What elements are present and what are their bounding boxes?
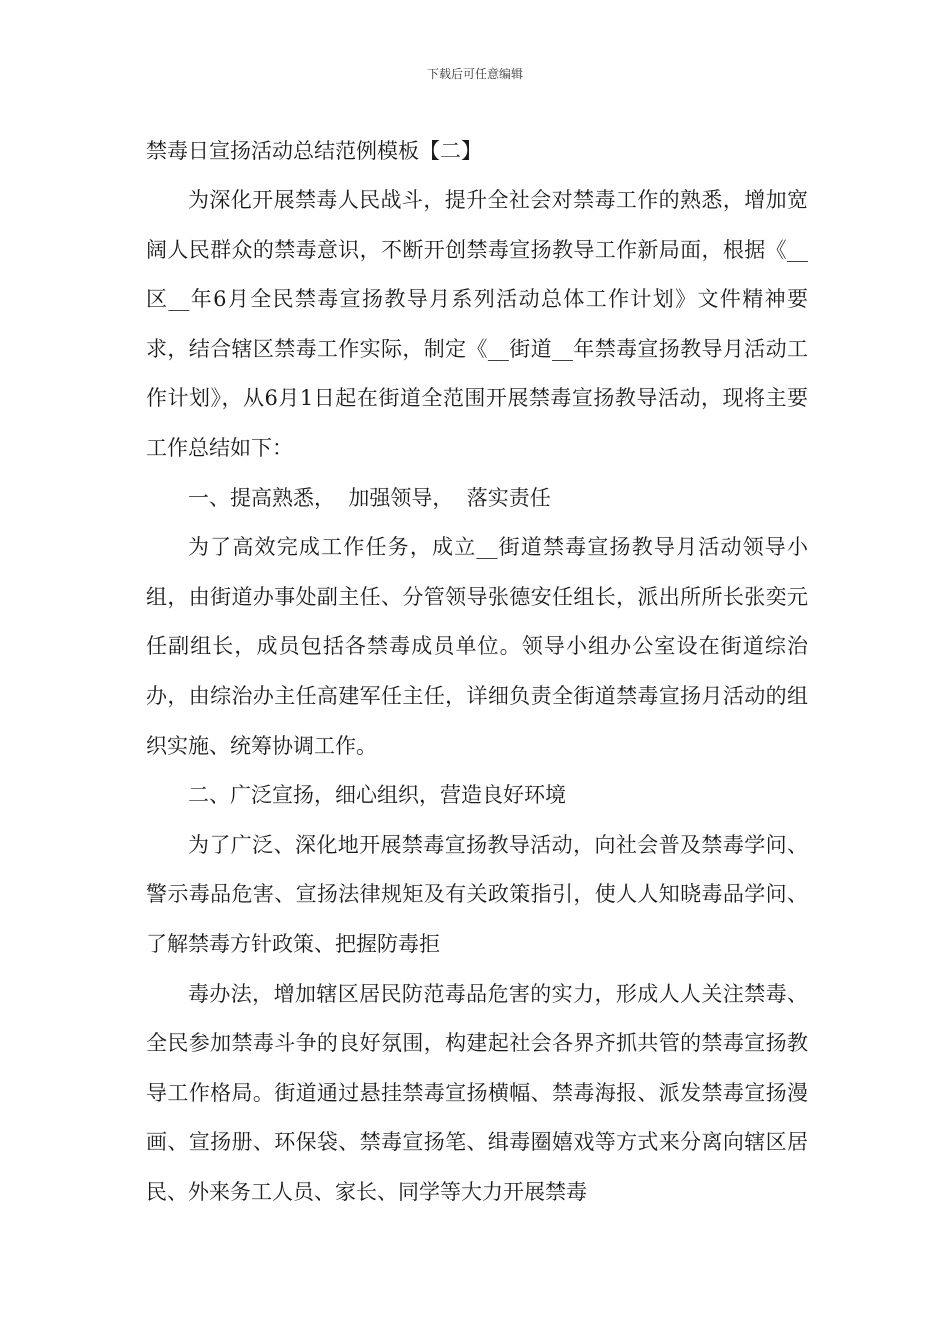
section-heading-2: 二、广泛宣扬，细心组织，营造良好环境 xyxy=(188,783,566,808)
page-header: 下载后可任意编辑 xyxy=(426,67,523,81)
paragraph-section-2b: 毒办法，增加辖区居民防范毒品危害的实力，形成人人关注禁毒、全民参加禁毒斗争的良好氛围，构建起社会各界齐抓共管的禁毒宣扬教导工作格局。街道通过悬挂禁毒宣扬横幅、禁毒海报、派发禁毒宣扬漫画、宣扬册、环保袋、禁毒宣扬笔、缉毒圈嬉戏等方式来分离向辖区居民、外来务工人员、家长、同学等大力开展禁毒 xyxy=(146,981,808,1204)
paragraph-section-2a: 为了广泛、深化地开展禁毒宣扬教导活动，向社会普及禁毒学问、警示毒品危害、宣扬法律规矩及有关政策指引，使人人知晓毒品学问、了解禁毒方针政策、把握防毒拒 xyxy=(146,832,808,956)
document-title: 禁毒日宣扬活动总结范例模板【二】 xyxy=(146,139,482,163)
paragraph-section-1: 为了高效完成工作任务，成立__街道禁毒宣扬教导月活动领导小组，由街道办事处副主任、分管领导张德安任组长，派出所所长张奕元任副组长，成员包括各禁毒成员单位。领导小组办公室设在街道综治办，由综治办主任高建军任主任，详细负责全街道禁毒宣扬月活动的组织实施、统筹协调工作。 xyxy=(146,535,808,758)
paragraph-intro: 为深化开展禁毒人民战斗，提升全社会对禁毒工作的熟悉，增加宽阔人民群众的禁毒意识，不断开创禁毒宣扬教导工作新局面，根据《__区__年6月全民禁毒宣扬教导月系列活动总体工作计划》文件精神要求，结合辖区禁毒工作实际，制定《__街道__年禁毒宣扬教导月活动工作计划》，从6月1日起在街道全范围开展禁毒宣扬教导活动，现将主要工作总结如下： xyxy=(146,188,808,460)
document-body xyxy=(146,126,808,1217)
section-heading-1: 一、提高熟悉， 加强领导， 落实责任 xyxy=(188,485,551,510)
